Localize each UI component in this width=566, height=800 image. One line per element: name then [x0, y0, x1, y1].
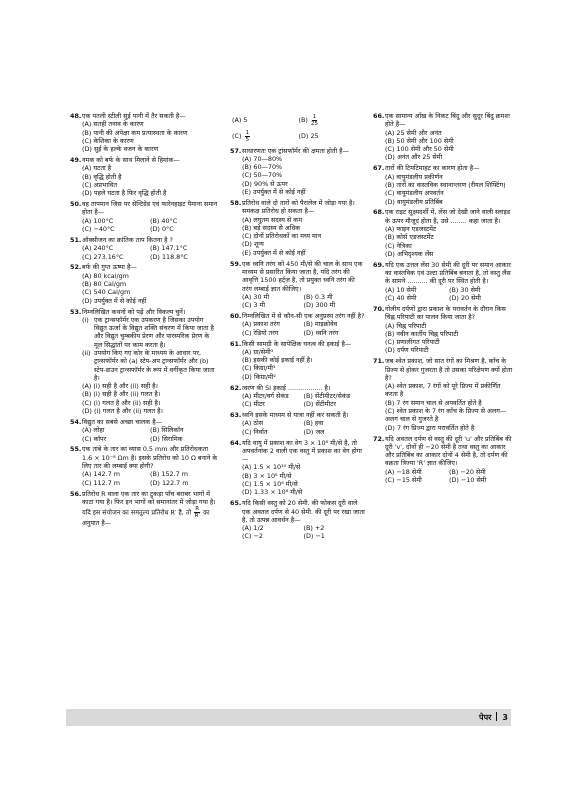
question-number: 57. — [230, 146, 242, 155]
option-d: (D) दर्पण परिपाटी — [385, 346, 429, 355]
option-a: (A) 142.7 m — [82, 470, 120, 479]
option-b: (B) 50 सेमी और 100 सेमी — [385, 136, 454, 145]
option-d: (D) शून्य — [242, 240, 264, 249]
option-a: (A) प्रकाश तरंग — [242, 320, 280, 329]
option-d: (D) 122.7 m — [150, 478, 189, 487]
option-e: (E) उपर्युक्त में से कोई नहीं — [242, 248, 306, 257]
option-b: (B) 80 Cal/gm — [82, 280, 127, 289]
question-63 — [230, 411, 365, 436]
option-d: (D) −1 — [303, 532, 325, 541]
question-number: 54. — [70, 417, 82, 426]
option-c: (C) 40 सेमी — [385, 294, 417, 303]
question-text: यदि किसी वस्तु को 20 सेमी. की फोकस दूरी वाले एक अवतल दर्पण से 40 सेमी. की दूरी पर रखा जाता है, तो उत्पन्न आवर्धन है— — [242, 499, 365, 524]
option-c: (C) रेडियो तरंग — [242, 328, 279, 337]
option-d: (D) वायुमंडलीय प्रतिबिंब — [385, 197, 443, 206]
question-49 — [70, 156, 218, 197]
question-60 — [230, 312, 365, 337]
question-number: 63. — [230, 411, 242, 420]
question-text: एक पतली स्टीली सुई पानी में तैर सकती है— — [82, 112, 186, 120]
page-number-label — [479, 712, 508, 723]
footer-label: पेपर — [479, 713, 492, 722]
option-c: (C) 273.16°C — [82, 252, 124, 261]
question-69 — [373, 261, 513, 302]
option-c: (C) निर्वात — [242, 427, 268, 436]
question-71 — [373, 357, 513, 432]
question-64 — [230, 439, 365, 497]
question-text: यदि एक उत्तल लेंस 30 सेमी की दूरी पर समान आकार का वास्तविक एवं उल्टा प्रतिबिंब बनाता है, तो वस्तु लैंस के सामने .......... की दूरी पर स्थित होती है। — [385, 260, 511, 286]
question-55 — [70, 445, 218, 486]
option-d: (D) ध्वनि तरंग — [303, 328, 339, 337]
question-66 — [373, 112, 513, 162]
option-c: (C) कॉपर — [82, 434, 107, 443]
question-number: 71. — [373, 357, 385, 366]
column-left — [70, 112, 218, 530]
column-right — [373, 112, 513, 487]
option-a: (A) 100°C — [82, 216, 114, 225]
option-a: (A) 25 सेमी और अनंत — [385, 128, 442, 137]
option-a: (A) 80 kcal/gm — [82, 271, 129, 280]
option-d: (D) 7 रंग प्रिज्म द्वारा परावर्तित होते है — [385, 423, 475, 432]
option-d: (D) (i) गलत है और (ii) गलत है। — [82, 407, 163, 416]
question-number: 66. — [373, 112, 385, 120]
question-text: एक तांबे के तार का व्यास 0.5 mm और प्रतिरोधकता 1.6 × 10⁻⁸ Ωm है। इसके प्रतिरोध को 10 Ω बनाने के लिए तार की लम्बाई क्या होगी? — [82, 445, 218, 471]
footer-divider — [496, 712, 497, 721]
option-b: (B) 7 रंग समान चाल से अपवर्तित होते है — [385, 398, 482, 407]
question-number: 72. — [373, 434, 385, 443]
option-c: (C) $\frac{1}{5}$ — [232, 129, 250, 143]
option-a: (A) −18 सेमी — [385, 467, 422, 476]
option-c: (C) 540 Cal/gm — [82, 288, 131, 297]
option-d: (D) अनंत और 25 सेमी — [385, 153, 443, 162]
statement-ii: (ii) उपयोग किए गए कोर के माध्यम के आधार पर, ट्रान्सफॉर्मर को (a) स्टेप-अप ट्रान्सफॉर्मर और (b) स्टेप-डाउन ट्रान्सफॉर्मर के रूप में वर्गीकृत किया जाता है। — [82, 348, 215, 382]
question-text: निम्नलिखित में से कौन-सी एक अनुप्रस्थ तरंग नहीं है? — [242, 312, 365, 321]
option-b: (B) हवा — [303, 419, 324, 428]
option-b: (B) 40°C — [150, 216, 178, 225]
option-b: (B) −20 सेमी — [449, 467, 486, 476]
option-b: (B) 147.1°C — [150, 244, 188, 253]
question-50 — [70, 200, 218, 233]
question-70 — [373, 305, 513, 355]
question-56-options — [230, 112, 365, 144]
question-number: 51. — [70, 235, 82, 244]
question-65 — [230, 499, 365, 540]
option-a: (A) लोहा — [82, 426, 105, 435]
ratio-fraction: $\frac{R}{R'}$ — [194, 506, 200, 520]
option-a: (A) ठोस — [242, 419, 264, 428]
option-c: (C) 3 मी — [242, 301, 266, 310]
question-text: वह तापमान जिस पर सेन्टिग्रेड एवं फारेनहाइट पैमाना समान होता है— — [82, 200, 218, 217]
question-text: यदि वायु में प्रकाश का वेग 3 × 10⁸ मी/से है, तो अपवर्तनांक 2 वाली एक वस्तु में प्रकाश का वेग होगा— — [242, 438, 362, 464]
option-c: (C) वायुमंडलीय अपवर्तन — [385, 189, 444, 198]
option-d: (D) किग्रा/मी² — [242, 372, 276, 381]
option-b: (B) 30 सेमी — [449, 285, 481, 294]
option-a: (A) श्वेत प्रकाश, 7 रंगों को पूरे प्रिज्म में प्रकीर्णित करता है — [385, 382, 501, 399]
question-number: 56. — [70, 489, 82, 498]
option-d: (D) उपर्युक्त में से कोई नहीं — [82, 296, 147, 305]
option-c: (C) नेत्रिका — [385, 241, 412, 250]
question-number: 52. — [70, 263, 82, 272]
question-text: ऑक्सीजन का क्रांतिक ताप कितना है ? — [82, 235, 173, 244]
question-text: विद्युत का सबसे अच्छा चालक है— — [82, 417, 162, 426]
question-48 — [70, 112, 218, 153]
statement-i: (i) एक ट्रान्सफॉर्मर एक उपकरण है जिसका उपयोग विद्युत ऊर्जा के विद्युत शक्ति संचरण में किया जाता है और विद्युत चुम्बकीय प्रेरण और पारस्परिक प्रेरण के मूल सिद्धांतों पर काम करता है। — [82, 315, 214, 349]
question-text: एक राइट सूक्ष्मदर्शी में, लेंस जो देखी जाने वाली स्लाइड के ऊपर मौजूद होता है, उसे ........ कहा जाता है। — [385, 208, 511, 225]
option-d: (D) 1.33 × 10⁸ मी/से — [242, 488, 303, 497]
option-a: (A) 70—80% — [242, 154, 283, 163]
question-number: 68. — [373, 208, 385, 217]
option-a: (A) 240°C — [82, 244, 114, 253]
option-b: (B) माइक्रोवेव — [303, 320, 338, 329]
option-b: (B) तारों का वास्तविक स्थानान्तरण (रीयल शिफ्टिंग) — [385, 180, 506, 189]
question-59 — [230, 260, 365, 310]
option-b: (B) इसकी कोई इकाई नहीं है। — [242, 356, 313, 365]
question-52 — [70, 263, 218, 304]
option-a: (A) वायुमंडलीय प्रकीर्णन — [385, 172, 443, 181]
option-c: (C) दोनों प्रतिरोधकों का मध्य मान — [242, 232, 322, 241]
option-a: (A) 1/2 — [242, 524, 264, 533]
option-d: (D) सुई के हल्के वजन के कारण — [82, 145, 159, 154]
question-54 — [70, 418, 218, 443]
question-text: साधारणतः एक ट्रांसफॉर्मर की क्षमता होती है— — [242, 146, 349, 155]
question-number: 58. — [230, 198, 242, 207]
option-a: (A) फाइन एडजस्टमेंट — [385, 225, 437, 234]
option-c: (C) श्वेत प्रकाश के 7 रंग काँच के प्रिज्म से अलग—अलग चाल से गुजरते है — [385, 407, 507, 424]
option-b: (B) बड़े सदस्य से अधिक — [242, 223, 301, 232]
question-number: 59. — [230, 259, 242, 268]
option-a: (A) 1.5 × 10¹⁰ मी/से — [242, 463, 301, 472]
option-c: (C) 100 सेमी और 50 सेमी — [385, 145, 454, 154]
question-number: 55. — [70, 445, 82, 454]
option-a: (A) सतही तनाव के कारण — [82, 120, 144, 129]
option-d: (D) 90% से ऊपर — [242, 179, 288, 188]
option-b: (B) 0.3 मी — [303, 292, 333, 301]
option-d: (D) 0°C — [150, 225, 174, 234]
question-number: 48. — [70, 112, 82, 120]
option-c: (C) (i) गलत है और (ii) सही है। — [82, 398, 161, 407]
option-b: (B) 3 × 10⁸ मी/से — [242, 471, 292, 480]
option-d: (D) 25 — [298, 131, 319, 140]
option-c: (C) अप्रभावित — [82, 180, 117, 189]
question-text: प्रतिरोध R वाला एक तार का टुकड़ा पाँच बराबर भागों में काटा गया है। फिर इन भागों को समानांतर में जोड़ा गया है। यदि इस संयोजन का समतुल्य प्रतिरोध R′ है, तो $\frac{R}{R'}$ का अनुपात है— — [82, 489, 216, 528]
question-72 — [373, 435, 513, 485]
question-68 — [373, 208, 513, 258]
question-53 — [70, 308, 218, 416]
option-a: (A) लघुतम सदस्य से कम — [242, 215, 303, 224]
question-number: 70. — [373, 304, 385, 313]
question-text: गोलीय दर्पणों द्वारा प्रकाश के परावर्तन के दौरान किस चिह्न परिपाटी का पालन किया जाता है? — [385, 304, 506, 322]
question-text: एक ध्वनि तरंग को 450 मी/से की चाल के साथ एक माध्यम से प्रसारित किया जाता है, यदि तरंग की आवृत्ति 1500 हर्ट्ज़ है, तो प्रयुक्त ध्वनि तरंग की तरंग लम्बाई ज्ञात कीजिए। — [242, 259, 363, 293]
footer-bar — [66, 709, 511, 726]
question-text: तारों की टिमटिमाहट का कारण होता है— — [385, 164, 480, 173]
option-e: (E) उपर्युक्त में से कोई नहीं — [242, 188, 306, 197]
question-number: 64. — [230, 438, 242, 447]
option-b: (B) 152.7 m — [150, 470, 188, 479]
question-58 — [230, 199, 365, 257]
question-number: 50. — [70, 200, 82, 209]
question-text: एक सामान्य आँख के निकट बिंदु और सुदूर बिंदु क्रमशः होते है— — [385, 112, 511, 129]
question-67 — [373, 164, 513, 205]
option-b: (B) वृद्धि होती है — [82, 172, 122, 181]
option-a: (A) 30 मी — [242, 292, 270, 301]
option-d: (D) सेंटीमीटर — [303, 400, 336, 409]
option-c: (C) 1.5 × 10⁸ मी/से — [242, 480, 298, 489]
option-b: (B) +2 — [303, 524, 325, 533]
option-d: (D) −10 सेमी — [449, 476, 487, 485]
question-number: 69. — [373, 260, 385, 269]
question-text: जब श्वेत प्रकाश, जो सात रंगों का मिश्रण है, काँच के प्रिज्म से होकर गुजरता है तो उसका परिक्षेपण क्यों होता है? — [385, 357, 513, 382]
option-d: (D) सिरामिक — [150, 434, 183, 443]
question-number: 67. — [373, 164, 385, 173]
option-b: (B) $\frac{1}{25}$ — [298, 113, 319, 127]
question-62 — [230, 384, 365, 409]
option-d: (D) 20 सेमी — [449, 294, 481, 303]
option-c: (C) प्रणालीगत परिपाटी — [385, 338, 440, 347]
question-51 — [70, 236, 218, 261]
option-b: (B) कोर्स एडजस्टमेंट — [385, 233, 434, 242]
question-number: 62. — [230, 383, 242, 392]
option-b: (B) (i) सही है और (ii) गलत है। — [82, 390, 161, 399]
option-c: (C) 50—70% — [242, 171, 283, 180]
question-text: निम्नलिखित कथनों को पढ़ें और विकल्प चुनें। — [82, 307, 186, 316]
option-b: (B) सिलिकॉन — [150, 426, 184, 435]
option-a: (A) चिह्न परिपाटी — [385, 321, 427, 330]
option-b: (B) सेंटीमीटर/सेकंड — [303, 391, 351, 400]
option-d: (D) 118.8°C — [150, 252, 188, 261]
option-b: (B) 60—70% — [242, 163, 283, 172]
question-number: 60. — [230, 312, 242, 321]
option-d: (D) 300 मी — [303, 301, 336, 310]
option-a: (A) मीटर/वर्ग सेकंड — [242, 391, 289, 400]
option-c: (C) −2 — [242, 532, 263, 541]
question-text: बर्फ की गुप्त ऊष्मा है— — [82, 263, 137, 272]
question-number: 61. — [230, 339, 242, 348]
option-b: (B) नवीन कार्तीय चिह्न परिपाटी — [385, 329, 459, 338]
option-c: (C) −15 सेमी — [385, 476, 422, 485]
option-a: (A) ग्रा/सेमी³ — [242, 347, 274, 356]
question-number: 49. — [70, 156, 82, 165]
question-number: 65. — [230, 499, 242, 508]
question-text: यदि अवतल दर्पण से वस्तु की दूरी 'u' और प्रतिबिंब की दूरी 'v', दोनों ही −20 सेमी है तथा वस्तु का आकार और प्रतिबिंब का आकार दोनों 4 सेमी है, तो दर्पण की वक्रता त्रिज्या 'R' ज्ञात कीजिए। — [385, 434, 512, 468]
column-middle — [230, 112, 365, 543]
question-text: किसी सामग्री के सापेक्षिक घनत्व की इकाई है— — [242, 339, 352, 348]
option-a: (A) 5 — [232, 115, 248, 124]
option-a: (A) घटता है — [82, 164, 112, 173]
option-b: (B) पानी की अपेक्षा कम प्रत्यास्थता के कारण — [82, 128, 188, 137]
question-text: प्रतिरोध वाले दो तारों को पैरालेल में जोड़ा गया है। समकक्ष प्रतिरोध हो सकता है— — [242, 198, 355, 216]
question-57 — [230, 147, 365, 197]
option-a: (A) 10 सेमी — [385, 285, 417, 294]
page-number: 3 — [502, 713, 508, 722]
question-56 — [70, 490, 218, 528]
question-text: ध्वनि इसके माध्यम से यात्रा नहीं कर सकती है। — [242, 411, 349, 420]
option-d: (D) पहले घटता है फिर वृद्धि होती है — [82, 189, 167, 198]
option-c: (C) 112.7 m — [82, 478, 121, 487]
question-text: नमक को बर्फ के साथ मिलाने से हिमांक— — [82, 156, 180, 165]
option-c: (C) केशिका के कारण — [82, 136, 134, 145]
question-61 — [230, 340, 365, 381]
option-d: (D) अभिदृश्यक लेंस — [385, 249, 434, 258]
question-number: 53. — [70, 307, 82, 316]
option-a: (A) (i) सही है और (ii) सही है। — [82, 382, 158, 391]
option-c: (C) मीटर — [242, 400, 265, 409]
question-text: त्वरण की SI इकाई ................. है। — [242, 383, 331, 392]
option-d: (D) जल — [303, 427, 325, 436]
option-c: (C) −40°C — [82, 225, 115, 234]
page-footer — [0, 709, 566, 726]
option-c: (C) किग्रा/मी³ — [242, 364, 276, 373]
